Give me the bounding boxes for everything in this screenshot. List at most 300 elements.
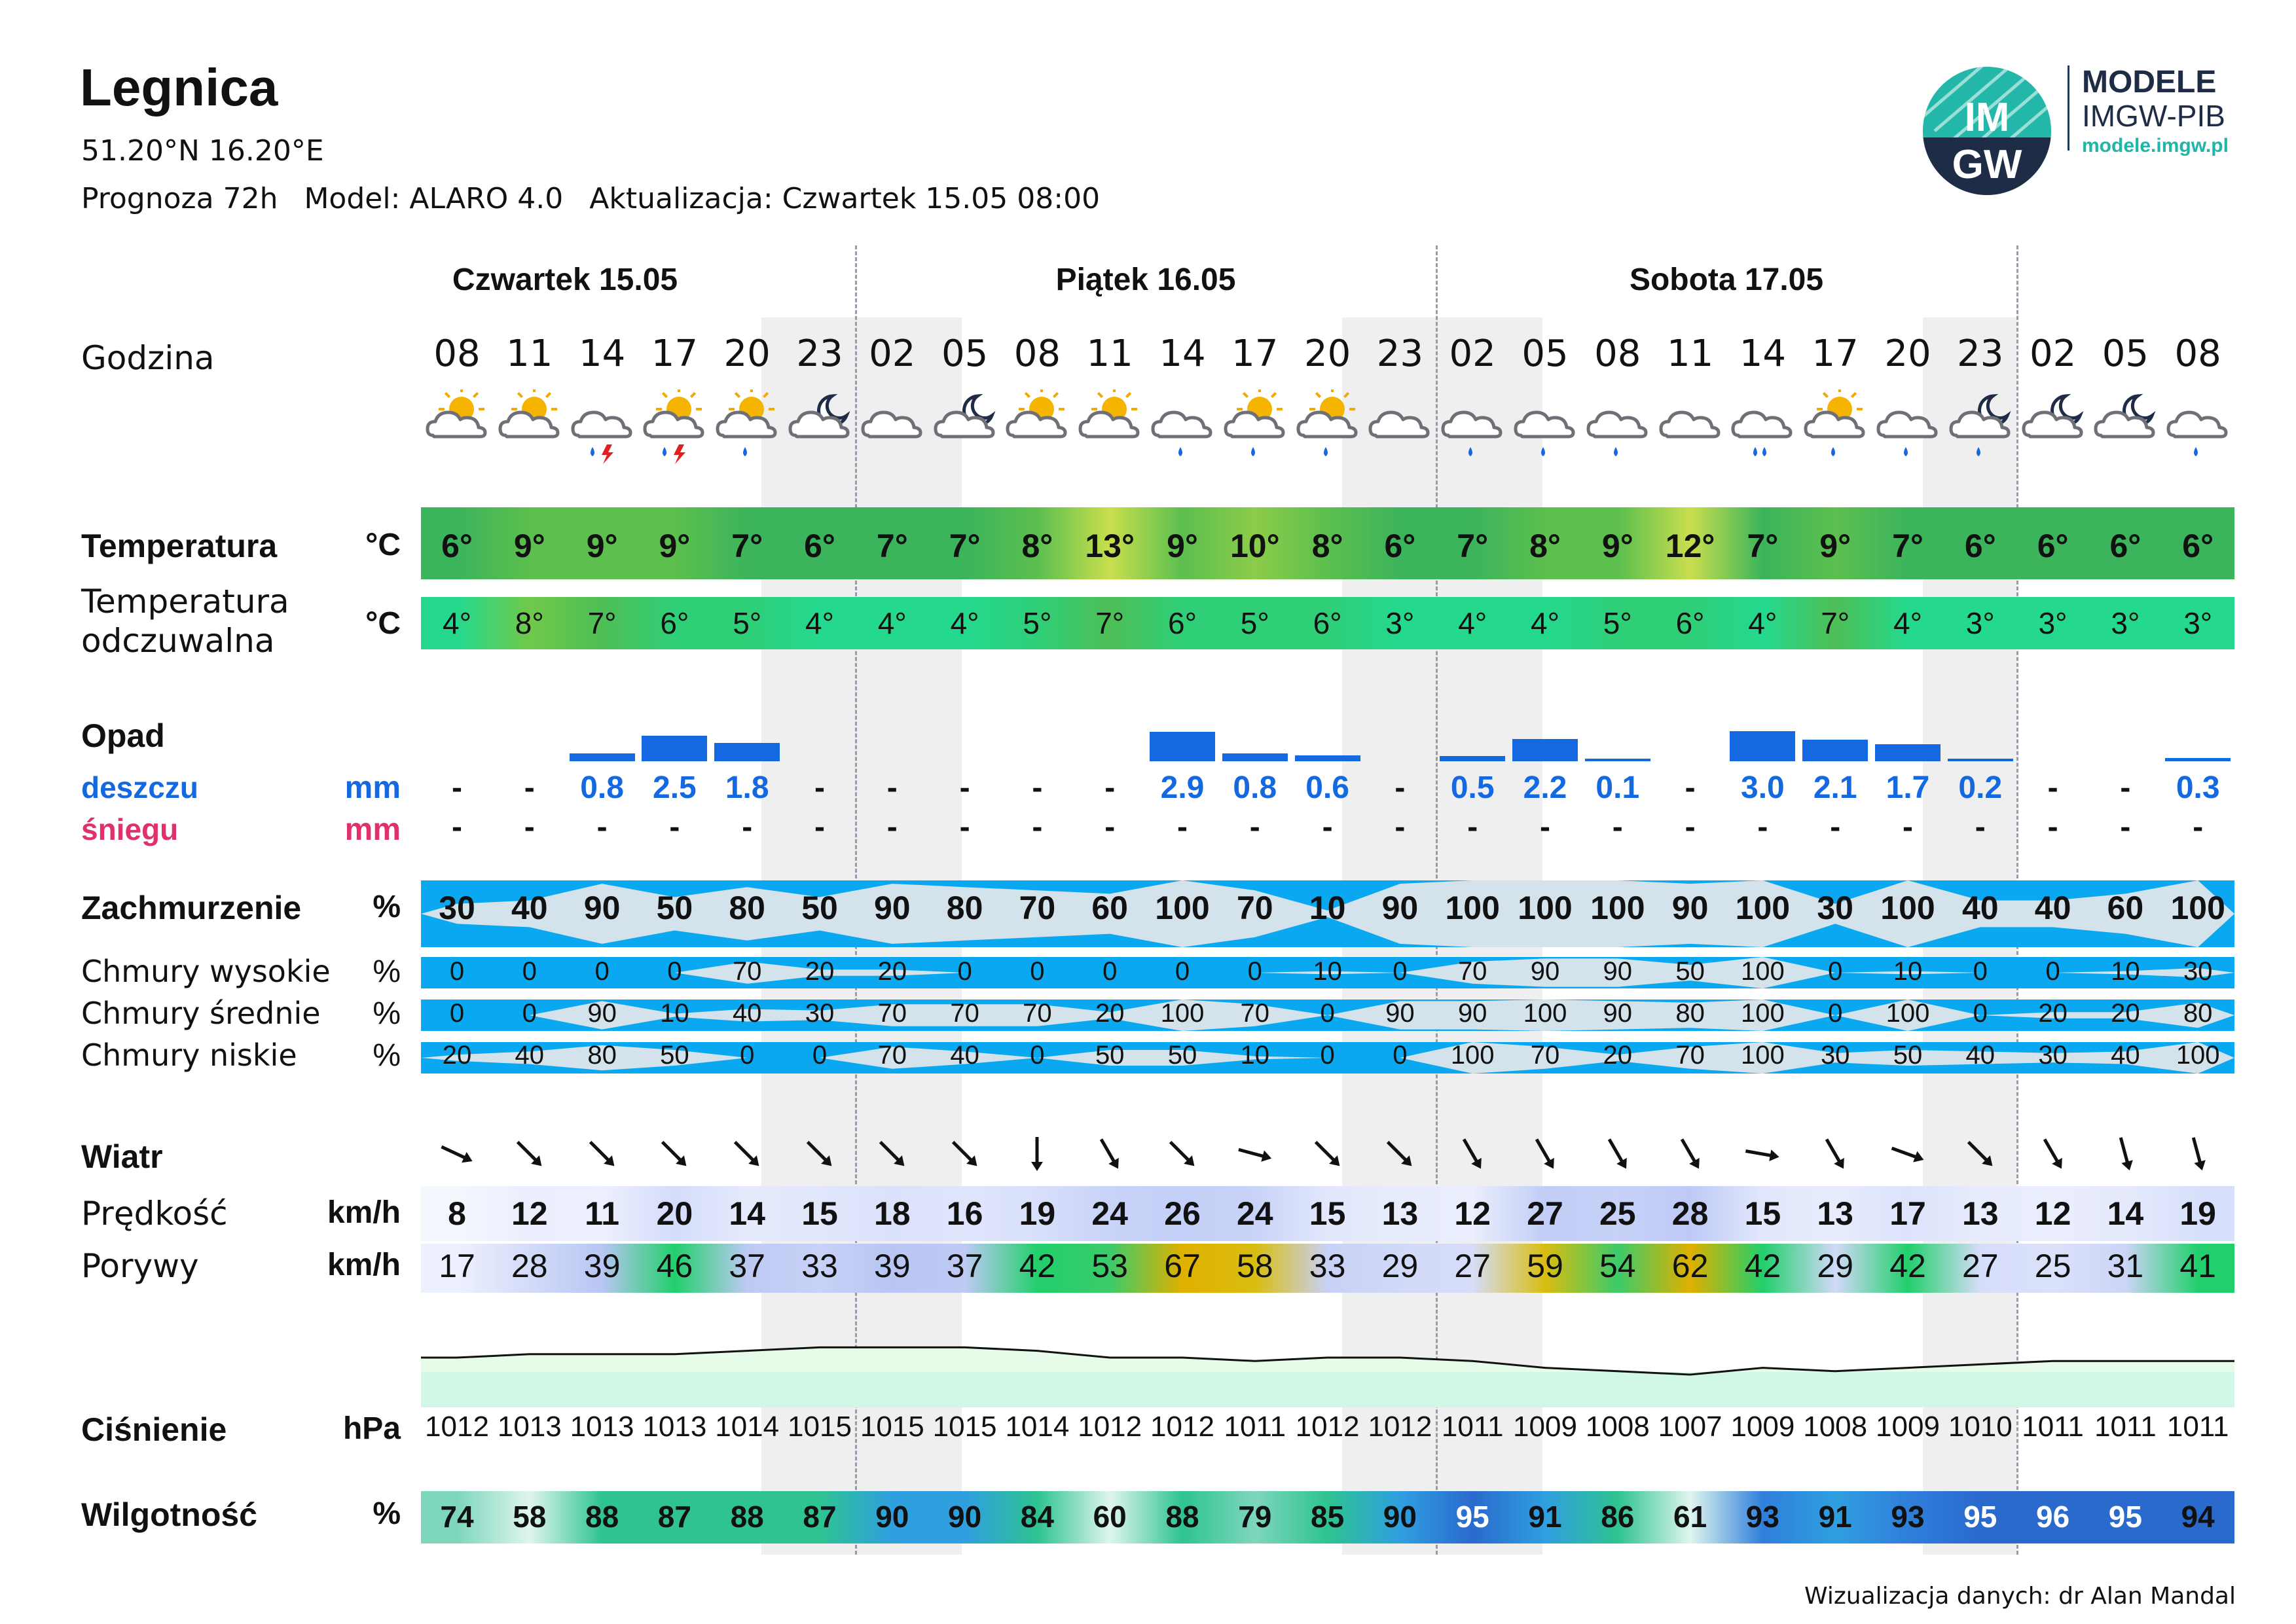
clouds-mid-value: 0 (1973, 999, 1988, 1028)
rain-value: 3.0 (1741, 770, 1785, 805)
clouds-low-value: 40 (950, 1041, 979, 1070)
feels-like-value: 4° (805, 606, 834, 640)
wind-speed-value: 12 (1454, 1195, 1491, 1232)
clouds-total-value: 80 (946, 890, 983, 926)
clouds-low-value: 0 (1393, 1041, 1408, 1070)
clouds-high-value: 0 (522, 957, 537, 986)
humidity-value: 90 (875, 1500, 909, 1534)
precip-bar (2165, 758, 2231, 761)
rain-value: - (1394, 770, 1406, 805)
clouds-low-value: 40 (2111, 1041, 2140, 1070)
cloud-icon (856, 389, 928, 488)
gust-value: 17 (439, 1248, 475, 1284)
clouds-low-value: 50 (660, 1041, 689, 1070)
clouds-total-value: 40 (2034, 890, 2071, 926)
clouds-mid-value: 90 (587, 999, 617, 1028)
wind-speed-value: 26 (1164, 1195, 1201, 1232)
wind-direction-arrow-icon (421, 1131, 493, 1185)
clouds-total-value: 100 (1880, 890, 1935, 926)
clouds-low-value: 100 (2176, 1041, 2220, 1070)
clouds-mid-value: 100 (1886, 999, 1930, 1028)
cloud-rain-icon (1509, 389, 1581, 488)
pressure-value: 1013 (497, 1411, 562, 1443)
clouds-high-value: 20 (805, 957, 835, 986)
wind-direction-arrow-icon (1726, 1131, 1798, 1185)
pressure-value: 1015 (788, 1411, 852, 1443)
humidity-value: 93 (1745, 1500, 1779, 1534)
clouds-high-value: 0 (957, 957, 972, 986)
wind-direction-arrow-icon (1509, 1131, 1581, 1185)
wind-direction-arrow-icon (1292, 1131, 1364, 1185)
precip-bar (1222, 753, 1288, 761)
clouds-label: Zachmurzenie (81, 890, 302, 926)
pressure-value: 1012 (1150, 1411, 1214, 1443)
clouds-high-value: 0 (1828, 957, 1843, 986)
feels-like-value: 6° (1168, 606, 1197, 640)
clouds-mid-value: 0 (522, 999, 537, 1028)
snow-value: - (814, 810, 825, 844)
sun-cloud-icon (1001, 389, 1073, 488)
snow-unit: mm (344, 812, 401, 847)
brand-name: MODELE (2082, 65, 2217, 99)
wind-speed-value: 17 (1889, 1195, 1926, 1232)
precip-label: Opad (81, 717, 165, 754)
humidity-value: 90 (1383, 1500, 1417, 1534)
wind-speed-value: 25 (1599, 1195, 1636, 1232)
brand-subtitle: IMGW-PIB (2082, 99, 2225, 133)
moon-cloud-icon (2017, 389, 2089, 488)
clouds-high-value: 10 (2111, 957, 2140, 986)
rain-value: 0.1 (1595, 770, 1640, 805)
clouds-mid-value: 20 (2111, 999, 2140, 1028)
feels-like-value: 4° (1458, 606, 1487, 640)
feels-like-value: 4° (1893, 606, 1922, 640)
temperature-value: 7° (876, 528, 908, 564)
wind-direction-arrow-icon (2017, 1131, 2089, 1185)
pressure-value: 1012 (1295, 1411, 1360, 1443)
rain-value: - (814, 770, 825, 805)
wind-direction-arrow-icon (1654, 1131, 1726, 1185)
feels-like-value: 7° (1821, 606, 1850, 640)
clouds-low-value: 0 (740, 1041, 755, 1070)
moon-cloud-icon (929, 389, 1001, 488)
wind-speed-value: 16 (946, 1195, 983, 1232)
snow-value: - (452, 810, 462, 844)
clouds-mid-value: 70 (877, 999, 907, 1028)
gust-value: 42 (1019, 1248, 1056, 1284)
sun-cloud-icon (494, 389, 566, 488)
humidity-value: 94 (2181, 1500, 2215, 1534)
clouds-mid-unit: % (373, 996, 401, 1031)
gust-value: 28 (511, 1248, 548, 1284)
logo-text-bottom: GW (1952, 142, 2022, 187)
gust-value: 29 (1381, 1248, 1419, 1284)
clouds-high-value: 30 (2183, 957, 2213, 986)
clouds-total-value: 70 (1236, 890, 1273, 926)
pressure-value: 1009 (1730, 1411, 1795, 1443)
clouds-total-value: 40 (511, 890, 548, 926)
hour-label: Godzina (81, 339, 215, 377)
wind-speed-value: 19 (1019, 1195, 1056, 1232)
clouds-high-value: 0 (1973, 957, 1988, 986)
gust-value: 39 (583, 1248, 621, 1284)
rain-value: - (2120, 770, 2131, 805)
humidity-value: 61 (1673, 1500, 1707, 1534)
humidity-value: 74 (440, 1500, 474, 1534)
hour-tick: 02 (1449, 333, 1496, 375)
wind-label: Wiatr (81, 1138, 163, 1175)
gust-value: 31 (2107, 1248, 2144, 1284)
rain-value: 2.5 (653, 770, 697, 805)
clouds-high-label: Chmury wysokie (81, 954, 331, 989)
pressure-value: 1014 (1005, 1411, 1070, 1443)
humidity-value: 88 (585, 1500, 619, 1534)
gust-value: 41 (2179, 1248, 2216, 1284)
precip-bar (1295, 755, 1360, 761)
clouds-low-value: 20 (1603, 1041, 1633, 1070)
feels-like-value: 4° (877, 606, 907, 640)
footer-credit: Wizualizacja danych: dr Alan Mandal (1804, 1583, 2236, 1610)
feels-like-value: 4° (950, 606, 979, 640)
clouds-mid-value: 80 (2183, 999, 2213, 1028)
humidity-value: 84 (1020, 1500, 1054, 1534)
wind-speed-value: 14 (2107, 1195, 2144, 1232)
clouds-high-value: 0 (1102, 957, 1118, 986)
gust-value: 58 (1236, 1248, 1273, 1284)
clouds-mid-value: 0 (1828, 999, 1843, 1028)
wind-direction-arrow-icon (784, 1131, 856, 1185)
clouds-low-value: 40 (515, 1041, 545, 1070)
clouds-low-value: 10 (1240, 1041, 1270, 1070)
gust-unit: km/h (327, 1248, 401, 1282)
cloud-rain-icon (1436, 389, 1508, 488)
gust-value: 39 (873, 1248, 911, 1284)
gust-value: 27 (1961, 1248, 1999, 1284)
sun-cloud-rain-icon (1219, 389, 1291, 488)
gust-value: 37 (946, 1248, 983, 1284)
clouds-high-unit: % (373, 954, 401, 989)
day-label-saturday: Sobota 17.05 (1629, 262, 1824, 297)
humidity-value: 88 (730, 1500, 764, 1534)
gust-value: 42 (1744, 1248, 1781, 1284)
precip-bar (1875, 744, 1941, 761)
wind-direction-arrow-icon (1219, 1131, 1291, 1185)
pressure-value: 1015 (860, 1411, 924, 1443)
temperature-value: 8° (1529, 528, 1561, 564)
feels-like-value: 3° (2038, 606, 2068, 640)
clouds-total-value: 90 (1381, 890, 1419, 926)
feels-like-value: 5° (1603, 606, 1632, 640)
clouds-low-value: 20 (442, 1041, 472, 1070)
gust-value: 67 (1164, 1248, 1201, 1284)
clouds-unit: % (373, 890, 401, 924)
temperature-value: 7° (731, 528, 763, 564)
feels-like-label-line2: odczuwalna (81, 622, 275, 660)
clouds-total-value: 30 (439, 890, 475, 926)
snow-value: - (1612, 810, 1623, 844)
humidity-value: 87 (803, 1500, 837, 1534)
feels-like-value: 3° (1385, 606, 1415, 640)
precip-bar (1150, 732, 1215, 761)
rain-value: - (2047, 770, 2058, 805)
clouds-mid-value: 0 (1320, 999, 1335, 1028)
pressure-value: 1009 (1876, 1411, 1940, 1443)
humidity-value: 95 (2108, 1500, 2142, 1534)
clouds-total-value: 100 (1155, 890, 1210, 926)
feels-like-value: 4° (443, 606, 471, 640)
sun-cloud-rain-icon (711, 389, 783, 488)
forecast-length: Prognoza 72h (81, 182, 278, 215)
temperature-value: 9° (1819, 528, 1851, 564)
pressure-value: 1012 (425, 1411, 489, 1443)
hour-tick: 02 (869, 333, 916, 375)
snow-value: - (1685, 810, 1696, 844)
forecast-meta (81, 182, 1117, 215)
hour-tick: 14 (1159, 333, 1206, 375)
wind-direction-arrow-icon (2162, 1131, 2234, 1185)
gust-value: 27 (1454, 1248, 1491, 1284)
wind-speed-value: 15 (801, 1195, 838, 1232)
clouds-total-value: 100 (1735, 890, 1791, 926)
day-label-thursday: Czwartek 15.05 (452, 262, 678, 297)
humidity-value: 60 (1093, 1500, 1127, 1534)
pressure-value: 1009 (1513, 1411, 1577, 1443)
temperature-value: 9° (659, 528, 691, 564)
clouds-low-value: 100 (1450, 1041, 1495, 1070)
clouds-high-value: 70 (732, 957, 762, 986)
humidity-unit: % (373, 1496, 401, 1531)
clouds-total-value: 30 (1817, 890, 1853, 926)
clouds-mid-value: 100 (1160, 999, 1205, 1028)
hour-tick: 11 (1086, 333, 1133, 375)
pressure-value: 1011 (1441, 1411, 1504, 1443)
rain-value: 2.9 (1160, 770, 1205, 805)
humidity-value: 90 (948, 1500, 982, 1534)
cloud-icon (1654, 389, 1726, 488)
snow-value: - (1975, 810, 1986, 844)
humidity-value: 96 (2036, 1500, 2070, 1534)
hour-tick: 23 (1957, 333, 2004, 375)
precip-bar (1948, 759, 2013, 761)
humidity-value: 58 (513, 1500, 547, 1534)
moon-cloud-icon (2089, 389, 2161, 488)
rain-value: 0.8 (580, 770, 624, 805)
logo-text-top: IM (1964, 95, 2010, 140)
temperature-value: 6° (2182, 528, 2214, 564)
cloud-storm-icon (566, 389, 638, 488)
hour-tick: 17 (651, 333, 699, 375)
clouds-high-value: 0 (1175, 957, 1190, 986)
hour-tick: 20 (1303, 333, 1351, 375)
clouds-low-value: 50 (1167, 1041, 1197, 1070)
clouds-mid-value: 70 (950, 999, 979, 1028)
clouds-mid-value: 90 (1457, 999, 1487, 1028)
wind-speed-value: 12 (511, 1195, 548, 1232)
temperature-value: 9° (513, 528, 545, 564)
snow-value: - (596, 810, 608, 844)
snow-value: - (886, 810, 898, 844)
feels-like-value: 3° (1965, 606, 1995, 640)
precip-bar (1585, 759, 1650, 761)
sun-cloud-rain-icon (1292, 389, 1364, 488)
location-title: Legnica (80, 58, 278, 117)
moon-cloud-rain-icon (1944, 389, 2016, 488)
clouds-total-value: 60 (1091, 890, 1128, 926)
wind-direction-arrow-icon (1944, 1131, 2016, 1185)
hour-tick: 20 (1884, 333, 1931, 375)
precip-bar (1802, 740, 1868, 761)
feels-like-value: 6° (1313, 606, 1342, 640)
rain-value: - (1032, 770, 1043, 805)
hour-tick: 02 (2029, 333, 2077, 375)
clouds-low-value: 70 (877, 1041, 907, 1070)
clouds-low-value: 100 (1741, 1041, 1785, 1070)
snow-value: - (2120, 810, 2131, 844)
pressure-value: 1011 (2094, 1411, 2157, 1443)
clouds-total-value: 90 (873, 890, 911, 926)
clouds-total-value: 100 (1590, 890, 1645, 926)
clouds-low-value: 80 (587, 1041, 617, 1070)
precip-bar (570, 753, 635, 761)
rain-label: deszczu (81, 770, 198, 804)
clouds-mid-value: 100 (1523, 999, 1567, 1028)
rain-value: - (1104, 770, 1116, 805)
gust-value: 29 (1817, 1248, 1853, 1284)
clouds-total-value: 100 (1445, 890, 1500, 926)
snow-value: - (1467, 810, 1478, 844)
wind-speed-value: 15 (1309, 1195, 1346, 1232)
clouds-total-value: 40 (1961, 890, 1999, 926)
coordinates: 51.20°N 16.20°E (81, 134, 324, 168)
feels-like-value: 3° (2183, 606, 2213, 640)
clouds-low-unit: % (373, 1038, 401, 1073)
clouds-high-value: 0 (1030, 957, 1045, 986)
clouds-total-value: 70 (1019, 890, 1056, 926)
snow-value: - (1032, 810, 1043, 844)
cloud-heavy-rain-icon (1726, 389, 1798, 488)
clouds-total-value: 90 (1671, 890, 1709, 926)
rain-value: 1.8 (725, 770, 769, 805)
wind-speed-value: 15 (1744, 1195, 1781, 1232)
rain-value: 0.8 (1233, 770, 1277, 805)
temperature-unit: °C (365, 528, 401, 562)
wind-direction-arrow-icon (1146, 1131, 1218, 1185)
clouds-total-value: 90 (583, 890, 621, 926)
wind-speed-value: 8 (448, 1195, 466, 1232)
snow-value: - (1394, 810, 1406, 844)
wind-speed-value: 12 (2034, 1195, 2071, 1232)
pressure-value: 1007 (1658, 1411, 1722, 1443)
clouds-low-value: 70 (1675, 1041, 1705, 1070)
cloud-rain-icon (2162, 389, 2234, 488)
clouds-total-value: 60 (2107, 890, 2144, 926)
feels-like-value: 8° (515, 606, 544, 640)
rain-unit: mm (344, 770, 401, 805)
clouds-total-value: 50 (656, 890, 693, 926)
clouds-total-value: 100 (2170, 890, 2225, 926)
clouds-low-value: 0 (812, 1041, 828, 1070)
moon-cloud-icon (784, 389, 856, 488)
rain-value: 0.2 (1958, 770, 2003, 805)
clouds-low-value: 0 (1320, 1041, 1335, 1070)
brand-url[interactable]: modele.imgw.pl (2082, 135, 2229, 156)
humidity-value: 79 (1238, 1500, 1272, 1534)
pressure-value: 1013 (642, 1411, 707, 1443)
snow-value: - (524, 810, 535, 844)
humidity-value: 95 (1455, 1500, 1489, 1534)
pressure-value: 1015 (932, 1411, 997, 1443)
precip-bar (1440, 756, 1505, 761)
clouds-high-value: 70 (1457, 957, 1487, 986)
clouds-low-value: 50 (1893, 1041, 1923, 1070)
humidity-value: 91 (1818, 1500, 1852, 1534)
pressure-label: Ciśnienie (81, 1411, 227, 1448)
hour-tick: 05 (941, 333, 989, 375)
clouds-mid-value: 40 (732, 999, 762, 1028)
rain-value: - (1685, 770, 1696, 805)
humidity-value: 93 (1891, 1500, 1925, 1534)
clouds-total-value: 50 (801, 890, 838, 926)
clouds-mid-value: 90 (1385, 999, 1415, 1028)
temperature-value: 7° (1892, 528, 1923, 564)
clouds-low-value: 0 (1030, 1041, 1045, 1070)
temperature-value: 9° (1601, 528, 1633, 564)
wind-speed-value: 24 (1236, 1195, 1273, 1232)
feels-like-value: 7° (1095, 606, 1125, 640)
wind-direction-arrow-icon (566, 1131, 638, 1185)
pressure-value: 1012 (1368, 1411, 1432, 1443)
clouds-low-value: 70 (1530, 1041, 1560, 1070)
hour-tick: 23 (796, 333, 843, 375)
clouds-mid-value: 0 (449, 999, 465, 1028)
wind-speed-value: 14 (729, 1195, 765, 1232)
hour-tick: 14 (578, 333, 626, 375)
feels-like-unit: °C (365, 606, 401, 641)
humidity-value: 95 (1963, 1500, 1997, 1534)
clouds-high-value: 0 (1247, 957, 1262, 986)
humidity-value: 87 (657, 1500, 691, 1534)
gust-label: Porywy (81, 1247, 199, 1285)
wind-speed-value: 24 (1091, 1195, 1128, 1232)
brand-divider (2068, 65, 2069, 151)
temperature-value: 9° (586, 528, 618, 564)
clouds-mid-value: 10 (660, 999, 689, 1028)
pressure-value: 1011 (2022, 1411, 2084, 1443)
temperature-value: 6° (2109, 528, 2141, 564)
hour-tick: 08 (1013, 333, 1061, 375)
precip-bar (642, 736, 707, 761)
clouds-mid-value: 20 (1095, 999, 1125, 1028)
cloud-rain-icon (1872, 389, 1944, 488)
wind-speed-value: 27 (1527, 1195, 1563, 1232)
snow-value: - (742, 810, 753, 844)
sun-cloud-icon (1074, 389, 1146, 488)
pressure-value: 1010 (1948, 1411, 2013, 1443)
hour-tick: 08 (1594, 333, 1641, 375)
gust-value: 42 (1889, 1248, 1926, 1284)
wind-direction-arrow-icon (856, 1131, 928, 1185)
sun-cloud-storm-icon (638, 389, 710, 488)
wind-speed-unit: km/h (327, 1195, 401, 1230)
snow-value: - (2193, 810, 2204, 844)
feels-like-value: 5° (1240, 606, 1269, 640)
wind-speed-value: 13 (1381, 1195, 1419, 1232)
wind-direction-arrow-icon (1364, 1131, 1436, 1185)
clouds-low-value: 30 (1820, 1041, 1850, 1070)
wind-speed-value: 28 (1671, 1195, 1709, 1232)
precip-bar (1730, 731, 1795, 761)
clouds-mid-label: Chmury średnie (81, 996, 321, 1031)
